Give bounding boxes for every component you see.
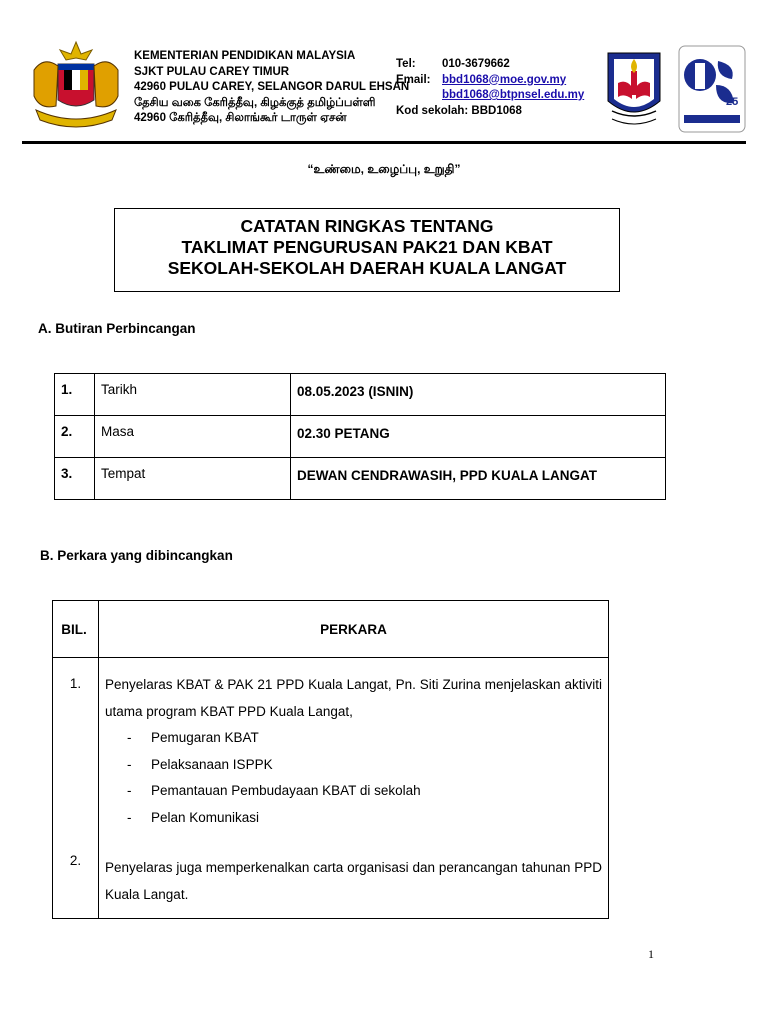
kpm-badge-text: 25: [726, 96, 739, 108]
email-link-2[interactable]: bbd1068@btpnsel.edu.my: [442, 89, 585, 101]
contact-block: [396, 57, 584, 119]
row-number: 2.: [55, 416, 95, 458]
bullet-text: Pelaksanaan ISPPK: [151, 756, 273, 772]
column-header-perkara: PERKARA: [99, 601, 609, 658]
table-row: [55, 458, 666, 500]
title-line-3: SEKOLAH-SEKOLAH DAERAH KUALA LANGAT: [167, 258, 567, 278]
discussion-details-table: [54, 373, 666, 500]
row-value: 02.30 PETANG: [291, 416, 666, 458]
item-text: Penyelaras KBAT & PAK 21 PPD Kuala Langat, Pn. Siti Zurina menjelaskan aktiviti utama program KBAT PPD Kuala Langat,: [105, 677, 602, 719]
item-number: 1.: [69, 676, 82, 691]
malaysia-coat-of-arms-icon: [28, 40, 124, 132]
table-row: [55, 416, 666, 458]
email-link-1[interactable]: bbd1068@moe.gov.my: [442, 73, 567, 86]
section-b-heading: B. Perkara yang dibincangkan: [40, 548, 233, 563]
bullet-text: Pemantauan Pembudayaan KBAT di sekolah: [151, 783, 421, 798]
school-address-block: [134, 49, 409, 127]
table-row: [55, 374, 666, 416]
school-address-tamil: 42960 கேரித்தீவு, சிலாங்கூர் டாருள் ஏசன்: [134, 112, 347, 124]
school-crest-icon: [604, 45, 664, 133]
row-value: 08.05.2023 (ISNIN): [291, 374, 666, 416]
discussion-items-table: [52, 600, 609, 919]
title-line-1: CATATAN RINGKAS TENTANG: [240, 216, 494, 236]
table-header-row: [53, 601, 609, 658]
header-divider: [22, 141, 746, 144]
school-address: 42960 PULAU CAREY, SELANGOR DARUL EHSAN: [134, 81, 410, 93]
email-label: Email:: [396, 73, 431, 86]
tel-label: Tel:: [396, 58, 416, 70]
row-number: 3.: [55, 458, 95, 500]
item-number: 2.: [69, 853, 82, 868]
list-item: - Pemantauan Pembudayaan KBAT di sekolah: [127, 783, 421, 798]
school-name-tamil: தேசிய வகை கேரித்தீவு, கிழக்குத் தமிழ்ப்பள்ளி: [134, 96, 376, 109]
document-title: [114, 208, 620, 292]
row-value: DEWAN CENDRAWASIH, PPD KUALA LANGAT: [291, 458, 666, 500]
section-a-heading: A. Butiran Perbincangan: [38, 321, 196, 336]
school-name: SJKT PULAU CAREY TIMUR: [134, 65, 290, 78]
bullet-text: Pelan Komunikasi: [151, 809, 260, 825]
row-label: Tempat: [95, 458, 291, 500]
table-row: [53, 658, 609, 919]
page-number: 1: [648, 947, 654, 961]
school-code: Kod sekolah: BBD1068: [396, 104, 522, 117]
title-line-2: TAKLIMAT PENGURUSAN PAK21 DAN KBAT: [181, 237, 553, 257]
item-text: Penyelaras juga memperkenalkan carta organisasi dan perancangan tahunan PPD Kuala Langat.: [105, 860, 602, 902]
column-header-bil: BIL.: [53, 601, 99, 658]
ministry-name: KEMENTERIAN PENDIDIKAN MALAYSIA: [134, 50, 356, 62]
kpm-logo-icon: [678, 45, 746, 133]
row-number: 1.: [55, 374, 95, 416]
list-item: - Pelan Komunikasi: [127, 809, 260, 825]
tel-value: 010-3679662: [442, 58, 510, 70]
list-item: - Pemugaran KBAT: [127, 730, 259, 745]
bullet-text: Pemugaran KBAT: [151, 730, 259, 745]
list-item: - Pelaksanaan ISPPK: [127, 756, 273, 772]
school-motto: “உண்மை, உழைப்பு, உறுதி”: [307, 162, 461, 176]
row-label: Tarikh: [95, 374, 291, 416]
row-label: Masa: [95, 416, 291, 458]
